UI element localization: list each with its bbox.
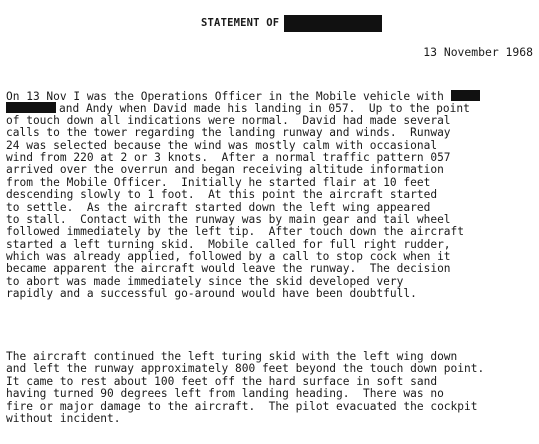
text-line: from the Mobile Officer. Initially he started flair at 10 feet — [6, 176, 431, 189]
text-line: became apparent the aircraft would leave the runway. The decision — [6, 263, 451, 276]
statement-date: 13 November 1968 — [423, 45, 533, 59]
text-line: without incident. — [6, 412, 121, 425]
text-line: which was already applied, followed by a call to stop cock when it — [6, 251, 451, 264]
text-line: wind from 220 at 2 or 3 knots. After a normal traffic pattern 057 — [6, 151, 451, 164]
line-text: On 13 Nov I was the Operations Officer in the Mobile vehicle with — [6, 90, 444, 103]
redacted-name-box — [6, 102, 56, 113]
line-text: and Andy when David made his landing in 057. Up to the point — [59, 102, 470, 115]
text-line: to stall. Contact with the runway was by main gear and tail wheel — [6, 213, 451, 226]
paragraph-2 — [6, 351, 539, 425]
redacted-name-box — [284, 15, 382, 32]
text-line: rapidly and a successful go-around would have been doubtfull. — [6, 288, 417, 301]
text-line: started a left turning skid. Mobile called for full right rudder, — [6, 238, 451, 251]
text-line: 24 was selected because the wind was mostly calm with occasional — [6, 139, 438, 152]
text-line: and left the runway approximately 800 feet beyond the touch down point. — [6, 363, 485, 376]
statement-title: STATEMENT OF — [201, 17, 280, 29]
text-line: fire or major damage to the aircraft. The pilot evacuated the cockpit — [6, 400, 478, 413]
text-line: followed immediately by the left tip. After touch down the aircraft — [6, 226, 465, 239]
text-line: calls to the tower regarding the landing runway and winds. Runway — [6, 127, 451, 140]
text-line: descending slowly to 1 foot. At this point the aircraft started — [6, 189, 438, 202]
paragraph-1 — [6, 90, 539, 301]
text-line: It came to rest about 100 feet off the hard surface in soft sand — [6, 375, 438, 388]
redacted-name-box — [451, 90, 480, 101]
text-line: having turned 90 degrees left from landing heading. There was no — [6, 388, 444, 401]
text-line: to abort was made immediately since the skid developed very — [6, 275, 404, 288]
text-line — [6, 102, 539, 114]
text-line: of touch down all indications were normal. David had made several — [6, 114, 451, 127]
statement-heading — [201, 14, 382, 32]
text-line — [6, 90, 539, 102]
text-line: arrived over the overrun and began receiving altitude information — [6, 164, 444, 177]
text-line: to settle. As the aircraft started down the left wing appeared — [6, 201, 431, 214]
text-line: The aircraft continued the left turing skid with the left wing down — [6, 351, 458, 363]
